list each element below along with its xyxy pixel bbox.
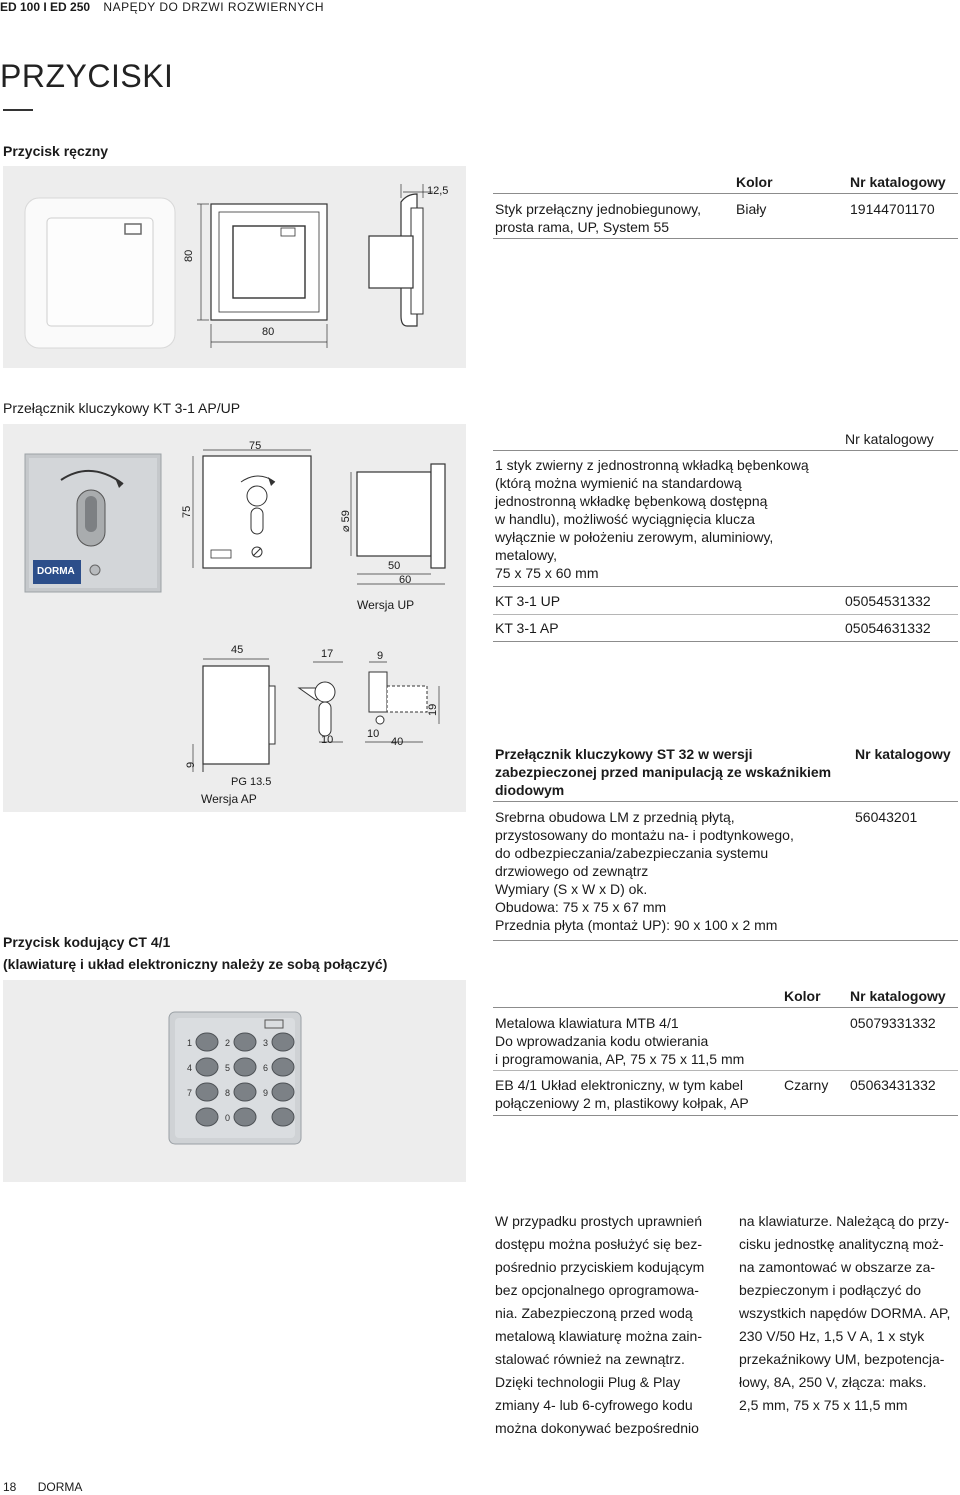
keypad-key <box>272 1058 294 1076</box>
keypad-key-label: 7 <box>187 1088 193 1098</box>
dorma-logo: DORMA <box>37 566 75 577</box>
coding-row-2-color: Czarny <box>784 1077 829 1093</box>
coding-row-2-catalog: 05063431332 <box>850 1077 936 1093</box>
coding-row-2-desc: EB 4/1 Układ elektroniczny, w tym kabel połączeniowy 2 m, plastikowy kołpak, AP <box>495 1077 749 1111</box>
keypad-key <box>196 1083 218 1101</box>
key-switch-row-1-catalog: 05054531332 <box>845 593 931 609</box>
dim-width: 80 <box>262 326 275 338</box>
header-product: ED 100 I ED 250 <box>0 0 91 14</box>
keypad-key-label: 0 <box>225 1113 231 1123</box>
dim-up-width: 75 <box>249 440 262 452</box>
keypad-key <box>272 1033 294 1051</box>
key-switch-row-1-name: KT 3-1 UP <box>495 593 561 609</box>
dim-top: 12,5 <box>427 185 449 197</box>
label-version-up: Wersja UP <box>357 598 415 612</box>
dim-ap-40: 40 <box>391 736 404 748</box>
keypad-key-label: 2 <box>225 1038 231 1048</box>
keypad-key <box>272 1083 294 1101</box>
manual-button-desc: Styk przełączny jednobiegunowy, prosta rama, UP, System 55 <box>495 201 701 235</box>
keypad-key <box>234 1058 256 1076</box>
keypad-key-label: 1 <box>187 1038 193 1048</box>
label-version-ap: Wersja AP <box>201 792 257 806</box>
dim-ap-10b: 10 <box>367 728 380 740</box>
page-footer <box>3 1480 82 1494</box>
dim-up-depth2: 60 <box>399 574 412 586</box>
dim-ap-10a: 10 <box>321 734 334 746</box>
st32-catalog: 56043201 <box>855 809 918 825</box>
footer-brand: DORMA <box>37 1480 83 1494</box>
page-title: PRZYCISKI <box>0 58 174 94</box>
keypad-key-label: 4 <box>187 1063 193 1073</box>
dim-ap-9b: 9 <box>185 761 197 768</box>
keypad-key <box>196 1033 218 1051</box>
col-catalog-header: Nr katalogowy <box>850 174 946 190</box>
keypad-key-label: 5 <box>225 1063 231 1073</box>
dim-up-diameter: ⌀ 59 <box>340 510 352 532</box>
keypad-figure <box>3 980 466 1182</box>
page-number: 18 <box>3 1480 17 1494</box>
coding-row-1-catalog: 05079331332 <box>850 1015 936 1031</box>
keypad-key <box>196 1108 218 1126</box>
dim-ap-17: 17 <box>321 648 334 660</box>
coding-row-1-desc: Metalowa klawiatura MTB 4/1 Do wprowadzania kodu otwierania i programowania, AP, 75 x 75 x 11,5 mm <box>495 1015 745 1067</box>
keypad-key-label: 3 <box>263 1038 269 1048</box>
key-switch-desc: 1 styk zwierny z jednostronną wkładką bębenkową (którą można wymienić na standardową jednostronną wkładkę bębenkową dostępną w handlu), możliwość wyciągnięcia klucza wyłącznie w położeniu zerowym, aluminiowy, metalowy, 75 x 75 x 60 mm <box>495 457 809 581</box>
keypad-key-label: 9 <box>263 1088 269 1098</box>
manual-button-figure <box>3 166 466 368</box>
manual-button-color: Biały <box>736 201 767 217</box>
dim-ap-19: 19 <box>427 703 439 716</box>
dim-ap-9a: 9 <box>377 650 384 662</box>
keypad-key <box>234 1033 256 1051</box>
dim-up-depth1: 50 <box>388 560 401 572</box>
keypad-key-label: 8 <box>225 1088 231 1098</box>
running-header <box>0 0 380 16</box>
keypad-key <box>272 1108 294 1126</box>
coding-button-heading: Przycisk kodujący CT 4/1 (klawiaturę i układ elektroniczny należy ze sobą połączyć) <box>3 934 388 972</box>
body-text-col1: W przypadku prostych uprawnień dostępu można posłużyć się bez- pośrednio przyciskiem kodującym bez opcjonalnego oprogramowa- nia. Zabezpieczoną przed wodą metalową klawiaturę można zain- stalować również na zewnątrz. Dzięki technologii Plug & Play zmiany 4- lub 6-cyfrowego kodu można dokonywać bezpośrednio <box>495 1213 705 1436</box>
dim-ap-pg: PG 13.5 <box>231 776 272 788</box>
header-subtitle: NAPĘDY DO DRZWI ROZWIERNYCH <box>103 0 325 14</box>
section-heading-manual-button: Przycisk ręczny <box>3 143 109 159</box>
dim-up-height: 75 <box>181 505 193 518</box>
keypad-key <box>234 1083 256 1101</box>
st32-desc: Srebrna obudowa LM z przednią płytą, przystosowany do montażu na- i podtynkowego, do odbezpieczania/zabezpieczania systemu drzwiowego od zewnątrz Wymiary (S x W x D) ok. Obudowa: 75 x 75 x 67 mm Przednia płyta (montaż UP): 90 x 100 x 2 mm <box>495 809 794 933</box>
manual-button-catalog: 19144701170 <box>850 201 935 217</box>
key-switch-catalog-header: Nr katalogowy <box>845 431 934 447</box>
title-underline <box>3 109 33 111</box>
coding-col-catalog-header: Nr katalogowy <box>850 988 946 1004</box>
st32-title: Przełącznik kluczykowy ST 32 w wersji zabezpieczonej przed manipulacją ze wskaźnikiem diodowym <box>495 746 832 798</box>
keypad-key <box>196 1058 218 1076</box>
st32-catalog-header: Nr katalogowy <box>855 746 951 762</box>
dim-height: 80 <box>183 249 195 262</box>
key-switch-row-2-name: KT 3-1 AP <box>495 620 559 636</box>
section-heading-key-switch: Przełącznik kluczykowy KT 3-1 AP/UP <box>3 400 241 416</box>
coding-col-color-header: Kolor <box>784 988 821 1004</box>
body-text-col2: na klawiaturze. Należącą do przy- cisku jednostkę analityczną moż- na zamontować w obszarze za- bezpieczonym i podłączyć do wszystkich napędów DORMA. AP, 230 V/50 Hz, 1,5 V A, 1 x styk przekaźnikowy UM, bezpotencja- łowy, 8A, 250 V, złącza: maks. 2,5 mm, 75 x 75 x 11,5 mm <box>739 1213 951 1413</box>
keypad-key-label: 6 <box>263 1063 269 1073</box>
key-switch-row-2-catalog: 05054631332 <box>845 620 931 636</box>
key-switch-figure <box>3 424 466 812</box>
col-color-header: Kolor <box>736 174 773 190</box>
keypad-key <box>234 1108 256 1126</box>
dim-ap-width: 45 <box>231 644 244 656</box>
